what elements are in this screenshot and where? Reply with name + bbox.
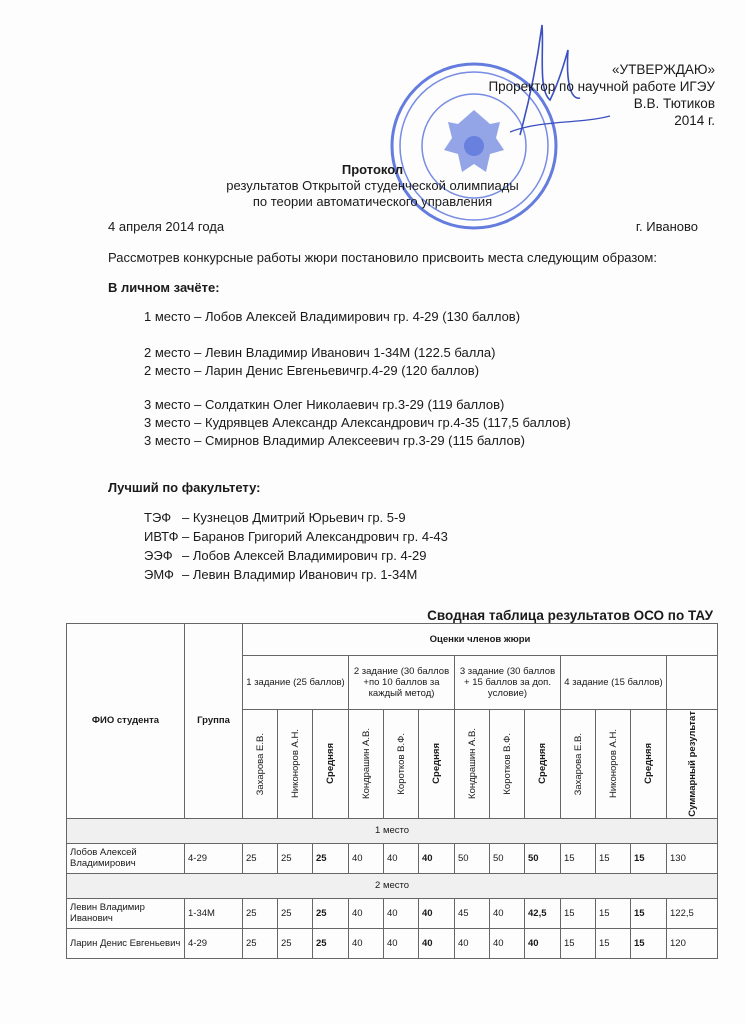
faculty-abbr: ЭМФ <box>144 567 174 582</box>
score-cell: 40 <box>349 843 384 873</box>
header-sub: Кондрашин А.В. <box>349 710 384 819</box>
score-cell: 15 <box>631 843 667 873</box>
header-sub: Средняя <box>419 710 455 819</box>
score-cell: 25 <box>278 898 313 928</box>
date-line <box>108 219 698 234</box>
table-row <box>67 843 718 873</box>
place-row: 2 место <box>67 873 718 898</box>
score-cell: 40 <box>419 928 455 958</box>
header-jury: Оценки членов жюри <box>243 624 718 656</box>
score-cell: 40 <box>419 898 455 928</box>
score-cell: 40 <box>384 928 419 958</box>
table-row <box>67 928 718 958</box>
header-sub: Никоноров А.Н. <box>278 710 313 819</box>
faculty-row <box>144 527 448 546</box>
score-cell: 25 <box>243 843 278 873</box>
header-task-3: 3 задание (30 баллов + 15 баллов за доп. условие) <box>455 656 561 710</box>
protocol-date: 4 апреля 2014 года <box>108 219 225 234</box>
table-title: Сводная таблица результатов ОСО по ТАУ <box>427 608 713 623</box>
place-entry: 3 место – Кудрявцев Александр Александрович гр.4-35 (117,5 баллов) <box>144 415 571 430</box>
score-cell: 42,5 <box>525 898 561 928</box>
place-entry: 2 место – Ларин Денис Евгеньевичгр.4-29 (120 баллов) <box>144 363 480 378</box>
total-score: 130 <box>667 843 718 873</box>
approval-title: «УТВЕРЖДАЮ» <box>612 62 715 77</box>
header-task-4: 4 задание (15 баллов) <box>561 656 667 710</box>
protocol-city: г. Иваново <box>635 219 698 234</box>
student-group: 4-29 <box>185 843 243 873</box>
header-task-2: 2 задание (30 баллов +по 10 баллов за каждый метод) <box>349 656 455 710</box>
header-sub: Средняя <box>525 710 561 819</box>
header-sub: Средняя <box>313 710 349 819</box>
score-cell: 15 <box>561 928 596 958</box>
protocol-subtitle-2: по теории автоматического управления <box>252 194 493 209</box>
header-group: Группа <box>185 624 243 819</box>
score-cell: 15 <box>596 843 631 873</box>
total-score: 122,5 <box>667 898 718 928</box>
place-entry: 3 место – Смирнов Владимир Алексеевич гр.3-29 (115 баллов) <box>144 433 525 448</box>
score-cell: 50 <box>455 843 490 873</box>
faculty-heading: Лучший по факультету: <box>108 480 261 495</box>
faculty-winner: – Кузнецов Дмитрий Юрьевич гр. 5-9 <box>182 510 406 525</box>
score-cell: 50 <box>490 843 525 873</box>
place-entry: 2 место – Левин Владимир Иванович 1-34М (122.5 балла) <box>144 345 496 360</box>
approval-position: Проректор по научной работе ИГЭУ <box>488 79 715 94</box>
header-sub: Захарова Е.В. <box>561 710 596 819</box>
student-group: 4-29 <box>185 928 243 958</box>
score-cell: 40 <box>384 898 419 928</box>
header-blank <box>667 656 718 710</box>
faculty-row <box>144 546 448 565</box>
score-cell: 40 <box>490 928 525 958</box>
place-1-list <box>144 308 520 326</box>
protocol-heading: Протокол <box>341 162 404 177</box>
header-sub: Средняя <box>631 710 667 819</box>
score-cell: 15 <box>561 898 596 928</box>
student-name: Левин Владимир Иванович <box>67 898 185 928</box>
approval-block <box>415 61 715 129</box>
approval-year: 2014 г. <box>674 113 715 128</box>
table-row <box>67 898 718 928</box>
student-name: Ларин Денис Евгеньевич <box>67 928 185 958</box>
header-sub: Коротков В.Ф. <box>490 710 525 819</box>
header-student: ФИО студента <box>67 624 185 819</box>
place-2-list <box>144 344 495 380</box>
score-cell: 25 <box>278 928 313 958</box>
student-name: Лобов Алексей Владимирович <box>67 843 185 873</box>
score-cell: 25 <box>243 898 278 928</box>
place-entry: 1 место – Лобов Алексей Владимирович гр. 4-29 (130 баллов) <box>144 309 521 324</box>
faculty-abbr: ТЭФ <box>144 510 172 525</box>
place-row: 1 место <box>67 818 718 843</box>
faculty-abbr: ЭЭФ <box>144 548 173 563</box>
protocol-title <box>0 162 745 210</box>
score-cell: 40 <box>349 898 384 928</box>
results-table <box>66 623 718 959</box>
faculty-winner: – Левин Владимир Иванович гр. 1-34М <box>182 567 418 582</box>
intro-text: Рассмотрев конкурсные работы жюри постановило присвоить места следующим образом: <box>108 250 657 265</box>
header-sub: Кондрашин А.В. <box>455 710 490 819</box>
score-cell: 40 <box>525 928 561 958</box>
place-entry: 3 место – Солдаткин Олег Николаевич гр.3-29 (119 баллов) <box>144 397 505 412</box>
score-cell: 15 <box>561 843 596 873</box>
score-cell: 40 <box>455 928 490 958</box>
header-sub: Коротков В.Ф. <box>384 710 419 819</box>
faculty-winner: – Лобов Алексей Владимирович гр. 4-29 <box>182 548 427 563</box>
total-score: 120 <box>667 928 718 958</box>
faculty-list <box>144 508 448 584</box>
approval-name: В.В. Тютиков <box>633 96 715 111</box>
score-cell: 15 <box>631 898 667 928</box>
header-task-1: 1 задание (25 баллов) <box>243 656 349 710</box>
score-cell: 50 <box>525 843 561 873</box>
faculty-winner: – Баранов Григорий Александрович гр. 4-43 <box>182 529 448 544</box>
protocol-subtitle-1: результатов Открытой студенческой олимпиады <box>226 178 519 193</box>
score-cell: 25 <box>313 898 349 928</box>
score-cell: 15 <box>596 898 631 928</box>
score-cell: 25 <box>243 928 278 958</box>
score-cell: 40 <box>419 843 455 873</box>
student-group: 1-34М <box>185 898 243 928</box>
faculty-row <box>144 508 448 527</box>
place-3-list <box>144 396 571 450</box>
score-cell: 15 <box>596 928 631 958</box>
header-sub: Захарова Е.В. <box>243 710 278 819</box>
header-sub: Никоноров А.Н. <box>596 710 631 819</box>
score-cell: 25 <box>278 843 313 873</box>
header-sub: Суммарный результат <box>667 710 718 819</box>
score-cell: 40 <box>490 898 525 928</box>
score-cell: 25 <box>313 928 349 958</box>
faculty-row <box>144 565 448 584</box>
faculty-abbr: ИВТФ <box>144 529 179 544</box>
personal-heading: В личном зачёте: <box>108 280 220 295</box>
score-cell: 15 <box>631 928 667 958</box>
score-cell: 40 <box>384 843 419 873</box>
score-cell: 40 <box>349 928 384 958</box>
score-cell: 25 <box>313 843 349 873</box>
score-cell: 45 <box>455 898 490 928</box>
